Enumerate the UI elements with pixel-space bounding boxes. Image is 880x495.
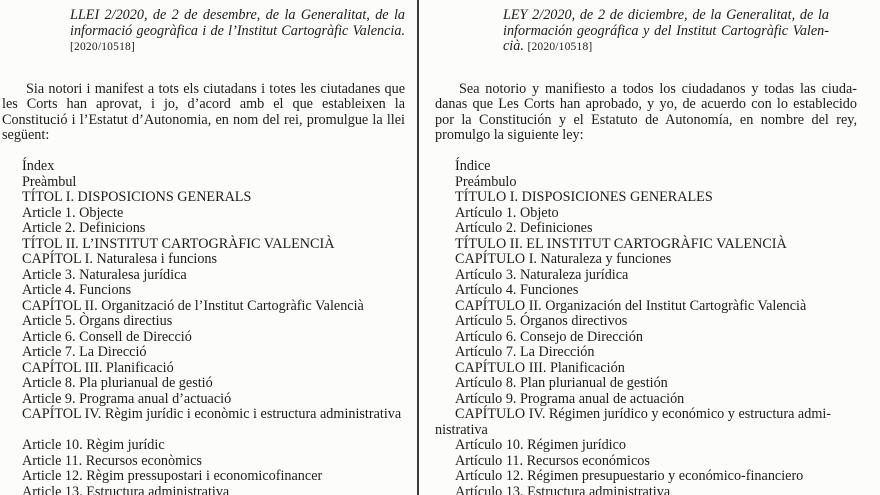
index-line: Preámbulo xyxy=(455,173,517,190)
publication-reference: [2020/10518] xyxy=(70,41,136,53)
index-line: CAPÍTULO IV. Régimen jurídico y económico y estructura admi- xyxy=(455,406,832,422)
right-column xyxy=(435,8,857,495)
index-line: Índice xyxy=(455,158,491,174)
index-line: Preàmbul xyxy=(22,173,77,190)
index-line: Índex xyxy=(22,158,55,174)
index-line: Artículo 9. Programa anual de actuación xyxy=(455,390,685,407)
index-line: CAPÍTOL I. Naturalesa i funcions xyxy=(22,251,218,267)
index-line: Artículo 10. Régimen jurídico xyxy=(455,437,627,453)
index-line: Article 4. Funcions xyxy=(22,282,132,298)
index-line: Article 8. Pla plurianual de gestió xyxy=(22,375,213,391)
index-line: Article 3. Naturalesa jurídica xyxy=(22,266,187,283)
left-column xyxy=(2,8,405,495)
index-line: CAPÍTOL III. Planificació xyxy=(22,359,174,376)
index-line: nistrativa xyxy=(435,421,488,438)
intro-paragraph: Sea notorio y manifiesto a todos los ciudadanos y todas las ciudadanas que Les Corts han aprobado, y yo, de acuerdo con lo establecido por la Constitución y el Estatuto de Autonomía, en nombre del rey, promulgo la siguiente ley: xyxy=(435,80,857,143)
index-line: TÍTULO I. DISPOSICIONES GENERALES xyxy=(455,189,713,205)
index-list xyxy=(2,159,405,495)
index-line: Artículo 12. Régimen presupuestario y económico-financiero xyxy=(455,468,804,484)
law-title-block xyxy=(2,8,405,55)
index-list xyxy=(435,159,857,495)
index-line: Artículo 4. Funciones xyxy=(455,282,579,298)
index-line: Artículo 13. Estructura administrativa xyxy=(455,483,671,495)
index-line: Article 1. Objecte xyxy=(22,204,124,221)
index-line: Artículo 6. Consejo de Dirección xyxy=(455,328,643,345)
index-line: Artículo 8. Plan plurianual de gestión xyxy=(455,375,668,391)
index-blank-line xyxy=(2,423,405,439)
index-line: Artículo 7. La Dirección xyxy=(455,344,595,360)
index-line: Artículo 2. Definiciones xyxy=(455,220,593,236)
intro-paragraph: Sia notori i manifest a tots els ciutadans i totes les ciutadanes que les Corts han aprovat, i jo, d’acord amb el que estableixen la Constitució i l’Estatut d’Autonomia, en nom del rei, promulgue la llei següent: xyxy=(2,80,405,143)
index-line: Article 7. La Direcció xyxy=(22,344,147,360)
index-line: Article 5. Òrgans directius xyxy=(22,313,173,329)
index-line: Artículo 11. Recursos económicos xyxy=(455,452,650,469)
index-line: CAPÍTULO III. Planificación xyxy=(455,359,625,376)
law-title-block xyxy=(435,8,857,55)
index-line: Article 11. Recursos econòmics xyxy=(22,452,202,469)
index-line: Article 13. Estructura administrativa xyxy=(22,483,230,495)
publication-reference: [2020/10518] xyxy=(527,41,593,53)
index-line: CAPÍTOL IV. Règim jurídic i econòmic i estructura administrativa xyxy=(22,406,402,422)
index-line: Article 12. Règim pressupostari i economicofinancer xyxy=(22,468,323,484)
index-line: CAPÍTULO II. Organización del Institut Cartogràfic Valencià xyxy=(455,297,807,314)
index-line: Artículo 1. Objeto xyxy=(455,204,559,221)
column-divider xyxy=(417,0,419,495)
index-line: Article 9. Programa anual d’actuació xyxy=(22,390,232,407)
index-line: Artículo 3. Naturaleza jurídica xyxy=(455,266,629,283)
index-line: Article 2. Definicions xyxy=(22,220,146,236)
law-title: LEY 2/2020, de 2 de diciembre, de la Generalitat, de la información geográfica y del Institut Cartogràfic Valencià. xyxy=(503,7,829,54)
index-line: CAPÍTULO I. Naturaleza y funciones xyxy=(455,251,672,267)
index-line: TÍTOL I. DISPOSICIONS GENERALS xyxy=(22,189,252,205)
law-title: LLEI 2/2020, de 2 de desembre, de la Generalitat, de la informació geogràfica i de l’Institut Cartogràfic Valencia. xyxy=(70,7,405,39)
index-line: CAPÍTOL II. Organització de l’Institut Cartogràfic Valencià xyxy=(22,297,364,314)
index-line: Article 6. Consell de Direcció xyxy=(22,328,192,345)
index-line: TÍTOL II. L’INSTITUT CARTOGRÀFIC VALENCIÀ xyxy=(22,235,335,252)
index-line: TÍTULO II. EL INSTITUT CARTOGRÀFIC VALENCIÀ xyxy=(455,235,787,252)
index-line: Article 10. Règim jurídic xyxy=(22,437,165,453)
index-line: Artículo 5. Órganos directivos xyxy=(455,313,628,329)
